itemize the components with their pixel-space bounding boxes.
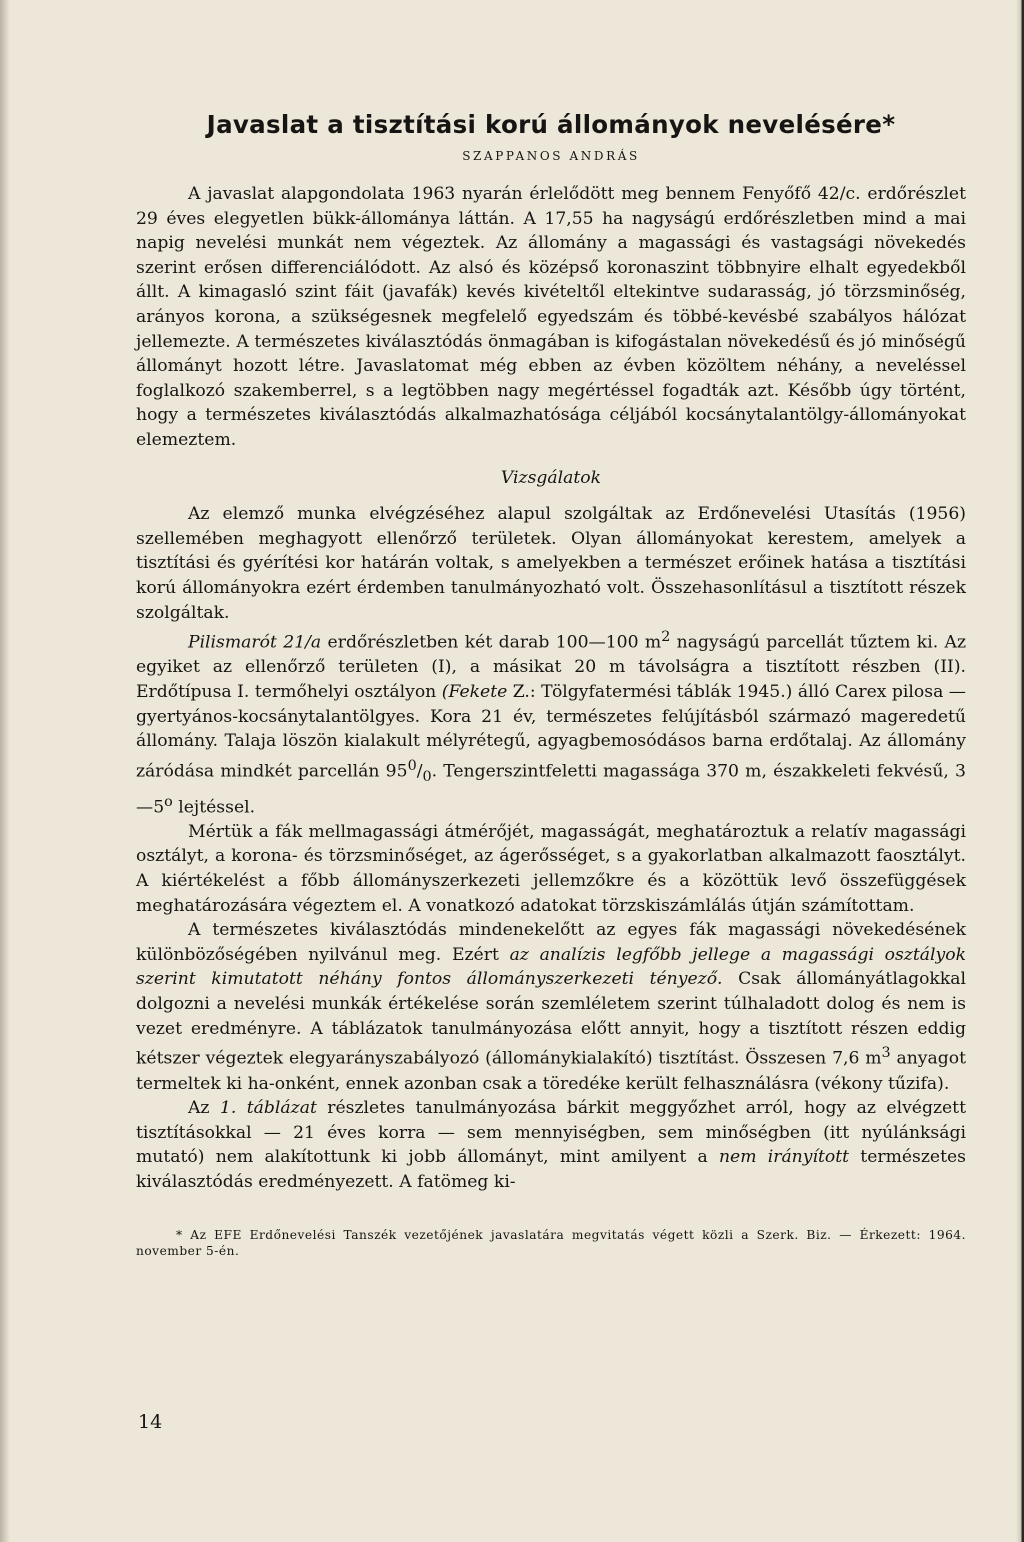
section-title: Vizsgálatok <box>500 467 602 488</box>
paragraph-2-place: Pilismarót 21/a <box>188 632 322 653</box>
article-body <box>136 182 966 1195</box>
scan-edge-right <box>1016 0 1024 1542</box>
article-page <box>136 108 966 1259</box>
paragraph-3: Mértük a fák mellmagassági átmérőjét, magasságát, meghatároztuk a relatív magassági osztályt, a korona- és törzsminőséget, az ágerősséget, s a gyakorlatban alkalmazott faosztályt. A kiértékelést a főbb állományszerkezeti jellemzőkre és a közöttük levő összefüggések meghatározására végeztem el. A vonatkozó adatokat törzskiszámlálás útján számítottam. <box>136 821 966 916</box>
paragraph-1: Az elemző munka elvégzéséhez alapul szolgáltak az Erdőnevelési Utasítás (1956) szellemében meghagyott ellenőrző területek. Olyan állományokat kerestem, amelyek a tisztítási és gyérítési kor határán voltak, s amelyekben a természet erőinek hatása a tisztítási korú állományokra ezért érdemben tanulmányozható volt. Összehasonlításul a tisztított részek szolgáltak. <box>136 504 966 623</box>
table-reference: 1. táblázat <box>219 1098 317 1119</box>
article-title: Javaslat a tisztítási korú állományok nevelésére* <box>206 110 896 139</box>
paragraph-2: Pilismarót 21/a erdőrészletben két darab 100—100 $m^2$ nagyságú parcellát tűztem ki. Az egyiket az ellenőrző területen (I), a másikat 20 m távolságra a tisztított részben (II). Erdőtípusa I. termőhelyi osztályon (Fekete Z.: Tölgyfatermési táblák 1945.) álló Carex pilosa — gyertyános-kocsánytalantölgyes. Kora 21 év, természetes felújításból származó mageredetű állomány. Talaja löszön kialakult mélyrétegű, agyagbemosódásos barna erdőtalaj. Az állomány záródása mindkét parcellán $95^0/_0$. Tengerszintfeletti magassága 370 m, északkeleti fekvésű, 3—5$^o$ lejtéssel. <box>136 629 967 818</box>
paragraph-4-emphasis: az analízis legfőbb jellege a magassági osztályok szerint kimutatott néhány fontos állományszerkezeti tényező. <box>136 944 966 990</box>
scan-edge-left <box>0 0 10 1542</box>
paragraph-5: Az 1. táblázat részletes tanulmányozása bárkit meggyőzhet arról, hogy az elvégzett tisztításokkal — 21 éves korra — sem mennyiségben, sem minőségben (itt nyúlánksági mutató) nem alakítottunk ki jobb állományt, mint amilyent a nem irányított természetes kiválasztódás eredményezett. A fatömeg ki- <box>136 1098 966 1192</box>
page-number: 14 <box>138 1411 163 1433</box>
intro-paragraph: A javaslat alapgondolata 1963 nyarán érlelődött meg bennem Fenyőfő 42/c. erdőrészlet 29 éves elegyetlen bükk-állománya láttán. A 17,55 ha nagyságú erdőrészletben mind a mai napig nevelési munkát nem végeztek. Az állomány a magassági és vastagsági növekedés szerint erősen differenciálódott. Az alsó és középső koronaszint többnyire elhalt egyedekből állt. A kimagasló szint fáit (javafák) kevés kivételtől eltekintve sudarasság, jó törzsminőség, arányos korona, a szükségesnek megfelelő egyedszám és többé-kevésbé szabályos hálózat jellemezte. A természetes kiválasztódás önmagában is kifogástalan növekedésű és jó minőségű állományt hozott létre. Javaslatomat még ebben az évben közöltem néhány, a neveléssel foglalkozó szakemberrel, s a legtöbben nagy megértéssel fogadták azt. Később úgy történt, hogy a természetes kiválasztódás alkalmazhatósága céljából kocsánytalantölgy-állományokat elemeztem. <box>136 184 966 450</box>
footnote: * Az EFE Erdőnevelési Tanszék vezetőjének javaslatára megvitatás végett közli a Szerk. Biz. — Érkezett: 1964. november 5-én. <box>136 1227 966 1258</box>
article-author: SZAPPANOS ANDRÁS <box>462 149 640 163</box>
paragraph-4: A természetes kiválasztódás mindenekelőtt az egyes fák magassági növekedésének különbözőségében nyilvánul meg. Ezért az analízis legfőbb jellege a magassági osztályok szerint kimutatott néhány fontos állományszerkezeti tényező. Csak állományátlagokkal dolgozni a nevelési munkák értékelése során szemléletem szerint túlhaladott dolog és nem is vezet eredményre. A táblázatok tanulmányozása előtt annyit, hogy a tisztított részen eddig kétszer végeztek elegyarányszabályozó (állománykialakító) tisztítást. Összesen 7,6 $m^3$ anyagot termeltek ki ha-onként, ennek azonban csak a töredéke került felhasználásra (vékony tűzifa). <box>136 920 966 1094</box>
